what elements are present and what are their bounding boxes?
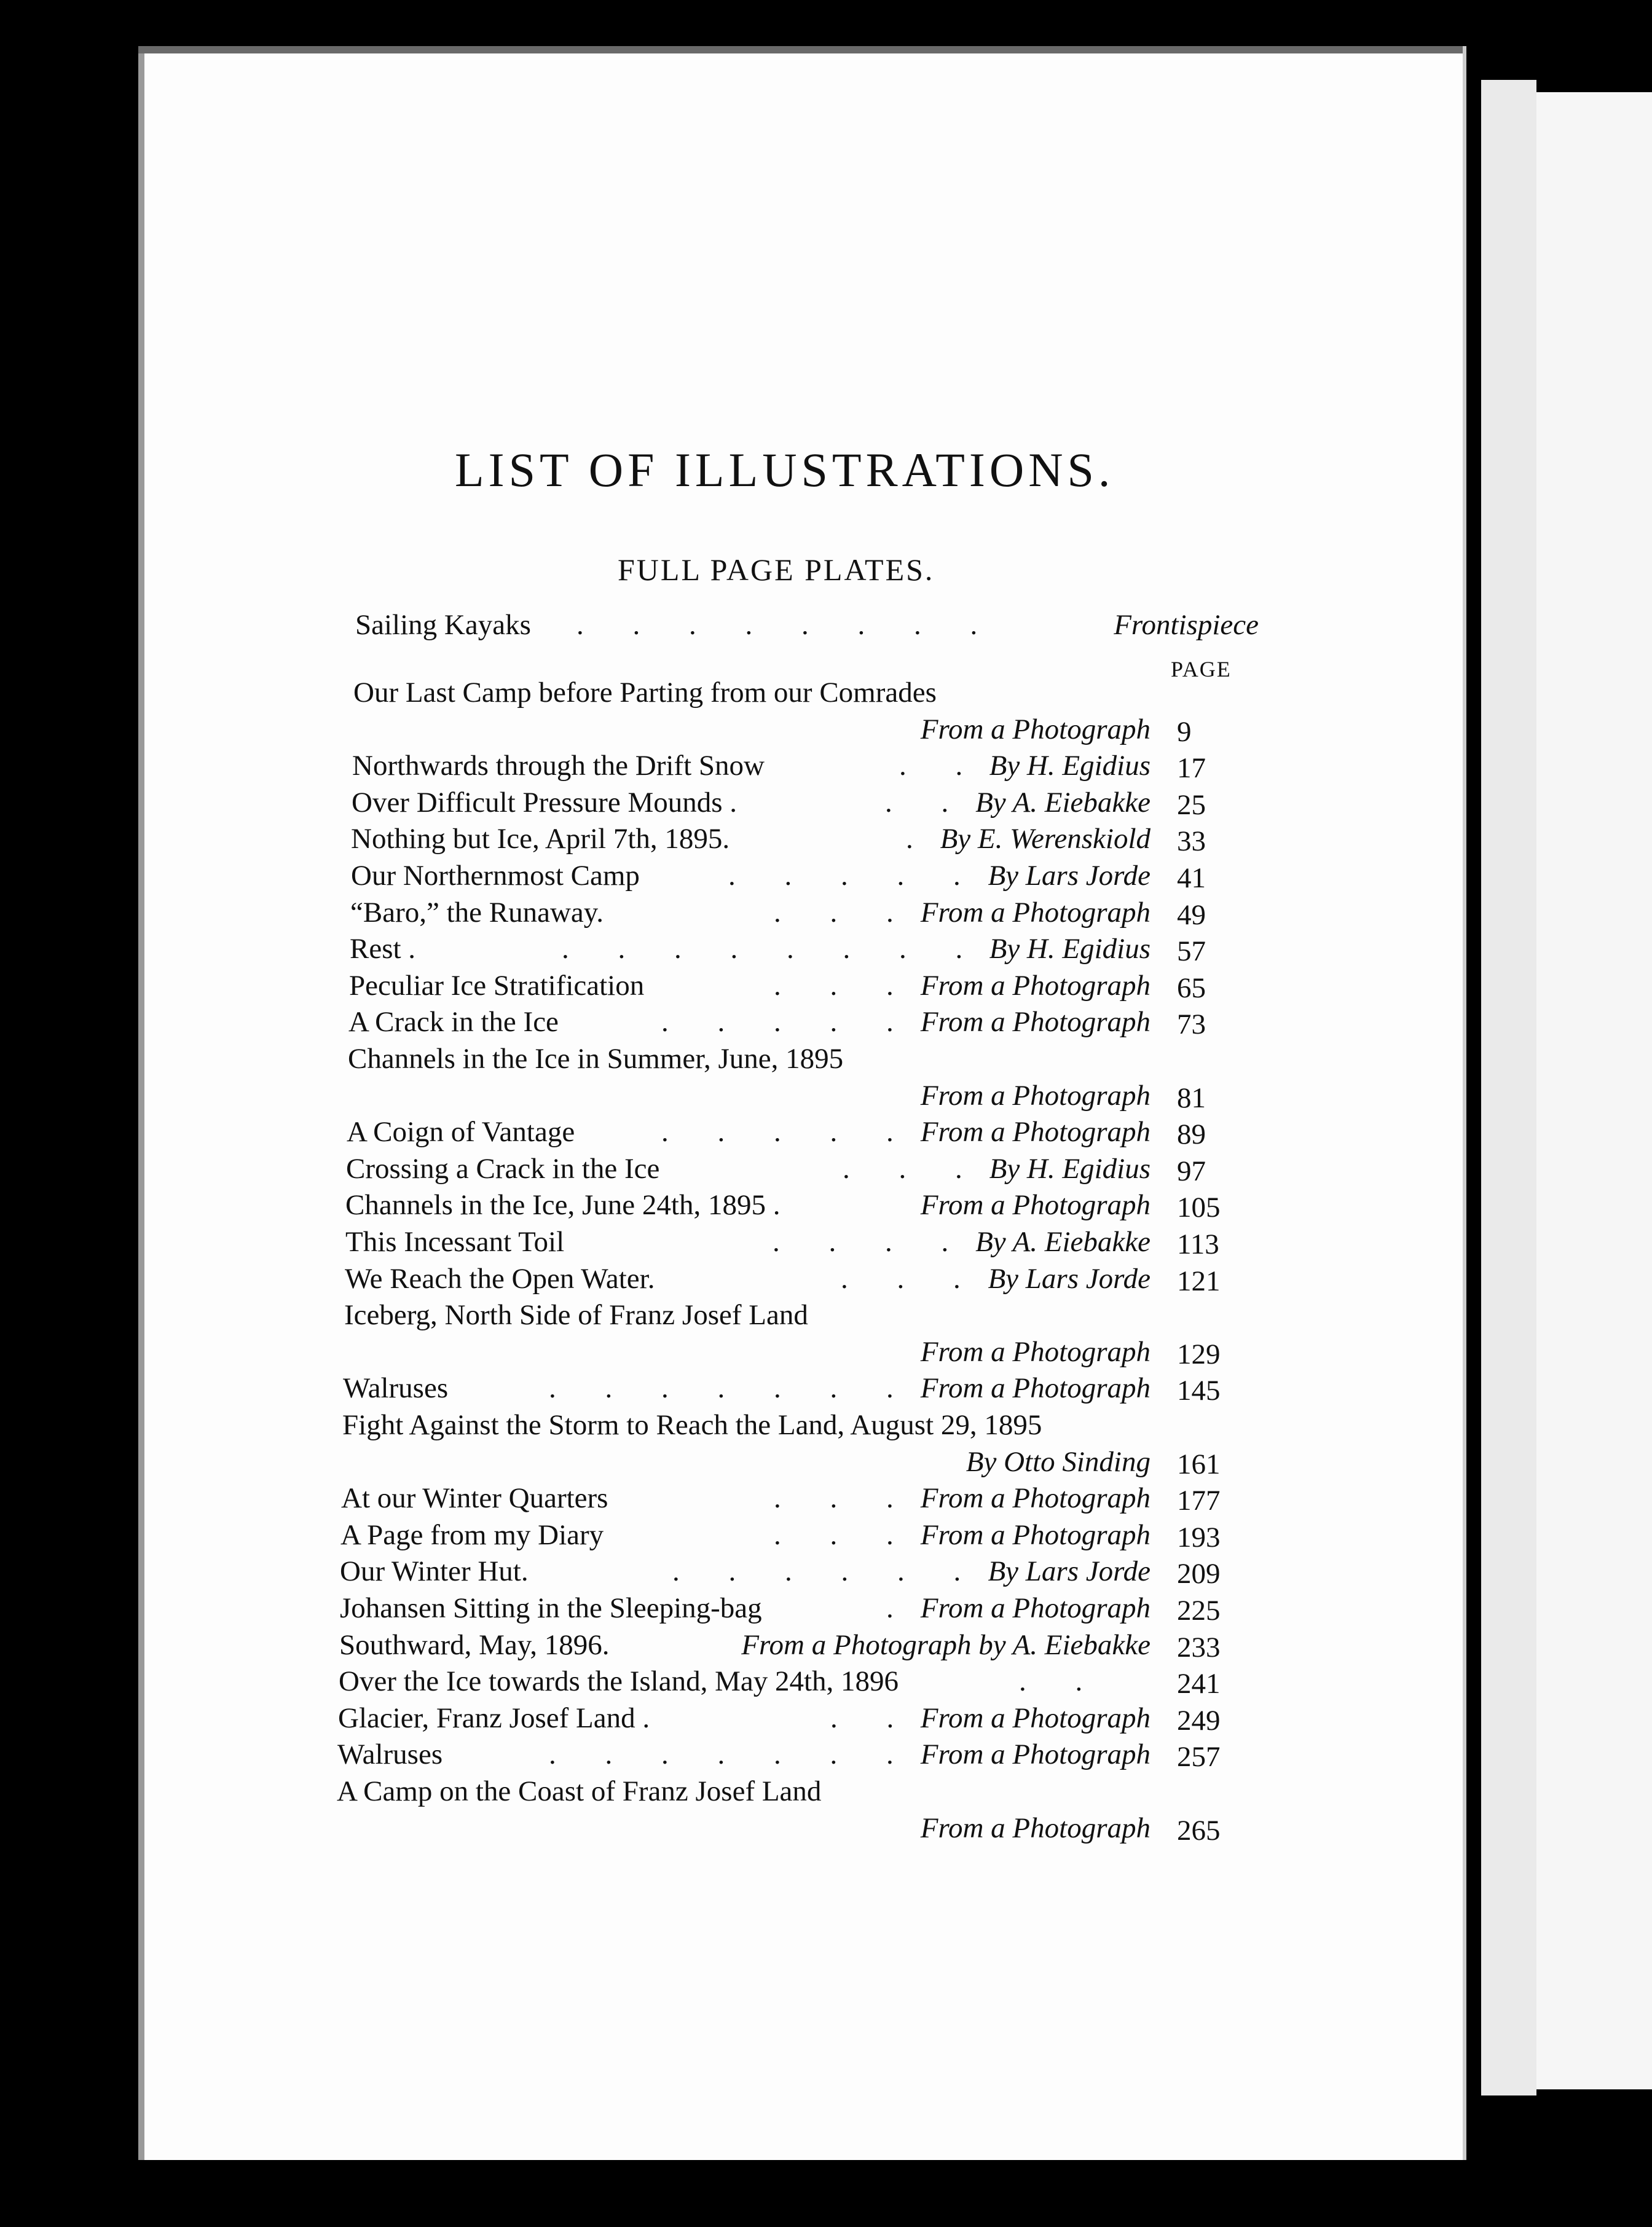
entry-title: Iceberg, North Side of Franz Josef Land — [344, 1299, 808, 1331]
page-number: 57 — [1177, 935, 1206, 967]
entry-title: Over the Ice towards the Island, May 24th, 1896 — [339, 1665, 899, 1697]
entry-source: From a Photograph — [920, 1519, 1150, 1551]
entry-source: From a Photograph — [920, 970, 1150, 1002]
entry-source: By Lars Jorde — [988, 1555, 1150, 1587]
leader-dots: . . . — [774, 1482, 914, 1514]
entry-source: From a Photograph — [920, 1372, 1150, 1404]
leader-dots: . . . . . . . — [549, 1372, 914, 1404]
page-number: 81 — [1177, 1082, 1206, 1114]
entry-source: By H. Egidius — [989, 750, 1150, 782]
entry-title: Northwards through the Drift Snow — [352, 750, 765, 782]
entry-source: By H. Egidius — [989, 1153, 1150, 1185]
leader-dots: . . — [1019, 1665, 1104, 1697]
page-number: 193 — [1177, 1522, 1221, 1553]
page-number: 89 — [1177, 1118, 1206, 1150]
page-number: 73 — [1177, 1008, 1206, 1040]
list-item — [342, 1444, 1232, 1480]
entry-title: A Coign of Vantage — [347, 1116, 575, 1148]
entry-title: At our Winter Quarters — [341, 1482, 608, 1514]
page-number: 225 — [1177, 1595, 1221, 1627]
page-title: LIST OF ILLUSTRATIONS. — [455, 443, 1115, 497]
list-item — [346, 1151, 1232, 1187]
entry-title: Fight Against the Storm to Reach the Land, August 29, 1895 — [342, 1409, 1042, 1441]
leader-dots: . . . — [774, 1519, 914, 1551]
leader-dots: . . . . . — [661, 1006, 914, 1038]
entry-source: From a Photograph — [920, 1592, 1150, 1624]
page-number: 25 — [1177, 789, 1206, 821]
entry-title: Crossing a Crack in the Ice — [346, 1153, 660, 1185]
list-item — [337, 1773, 1232, 1809]
entry-source: From a Photograph — [920, 713, 1150, 745]
list-item — [341, 1480, 1232, 1516]
list-item — [345, 1187, 1232, 1223]
leader-dots: . . . . . — [728, 860, 981, 892]
entry-source: From a Photograph — [920, 1006, 1150, 1038]
page-number: 209 — [1177, 1558, 1221, 1590]
entry-source: From a Photograph — [920, 1116, 1150, 1148]
entry-title: Sailing Kayaks — [355, 609, 531, 641]
list-item — [347, 1078, 1232, 1114]
entry-title: We Reach the Open Water. — [345, 1263, 655, 1295]
entry-title: Nothing but Ice, April 7th, 1895. — [351, 823, 730, 855]
list-item — [351, 821, 1232, 857]
entry-title: A Camp on the Coast of Franz Josef Land — [337, 1775, 822, 1807]
list-item — [340, 1517, 1232, 1553]
entry-title: Southward, May, 1896. — [339, 1629, 610, 1661]
entry-title: Channels in the Ice in Summer, June, 1895 — [348, 1043, 844, 1075]
page-number: 241 — [1177, 1668, 1221, 1700]
leader-dots: . . — [899, 750, 984, 782]
entry-source: From a Photograph — [920, 1702, 1150, 1734]
entry-source: From a Photograph — [920, 1812, 1150, 1844]
entry-source: From a Photograph — [920, 1336, 1150, 1368]
list-item — [348, 1004, 1232, 1040]
entry-source: From a Photograph by A. Eiebakke — [741, 1629, 1150, 1661]
page-number: 33 — [1177, 825, 1206, 857]
page-number: 105 — [1177, 1192, 1221, 1223]
leader-dots: . — [886, 1592, 914, 1624]
list-item — [349, 968, 1232, 1004]
list-item — [340, 1590, 1232, 1626]
page-number: 97 — [1177, 1155, 1206, 1187]
page-number: 49 — [1177, 899, 1206, 931]
entry-title: Our Last Camp before Parting from our Comrades — [353, 677, 937, 709]
page-number: 161 — [1177, 1448, 1221, 1480]
entry-title: Over Difficult Pressure Mounds . — [352, 787, 738, 819]
leader-dots: . . . . . — [661, 1116, 914, 1148]
entry-title: This Incessant Toil — [345, 1226, 565, 1258]
page-number: 129 — [1177, 1338, 1221, 1370]
entry-title: Walruses — [343, 1372, 449, 1404]
leader-dots: . . . . . . . — [549, 1738, 914, 1770]
list-item — [336, 1810, 1232, 1846]
entry-title: A Page from my Diary — [340, 1519, 604, 1551]
entry-source: From a Photograph — [920, 1482, 1150, 1514]
list-item — [345, 1261, 1232, 1297]
leader-dots: . . . — [841, 1263, 981, 1295]
entry-source: From a Photograph — [920, 1080, 1150, 1112]
leader-dots: . . . . . . — [672, 1555, 982, 1587]
page-number: 17 — [1177, 752, 1206, 784]
list-item — [337, 1737, 1232, 1772]
entry-title: Glacier, Franz Josef Land . — [338, 1702, 650, 1734]
page-number: 249 — [1177, 1705, 1221, 1737]
entry-source: From a Photograph — [920, 1189, 1150, 1221]
leader-dots: . . . . — [773, 1226, 970, 1258]
entry-source: By A. Eiebakke — [975, 1226, 1150, 1258]
page-number: 9 — [1177, 716, 1192, 748]
entry-source: By H. Egidius — [989, 933, 1150, 965]
page-column-label: PAGE — [1171, 657, 1232, 681]
entry-source: Frontispiece — [1114, 609, 1259, 641]
entry-title: Our Winter Hut. — [340, 1555, 529, 1587]
list-item — [353, 712, 1232, 747]
page-number: 121 — [1177, 1265, 1221, 1297]
entry-title: Peculiar Ice Stratification — [349, 970, 645, 1002]
section-heading: FULL PAGE PLATES. — [618, 552, 935, 587]
entry-source: By Otto Sinding — [966, 1446, 1150, 1478]
list-item — [350, 895, 1232, 930]
page-number: 257 — [1177, 1741, 1221, 1773]
page-number: 145 — [1177, 1375, 1221, 1407]
leader-dots: . . . — [843, 1153, 983, 1185]
entry-title: Walruses — [337, 1738, 443, 1770]
list-item — [352, 785, 1232, 820]
leader-dots: . . — [830, 1702, 915, 1734]
entry-source: By E. Werenskiold — [940, 823, 1150, 855]
list-item — [339, 1627, 1232, 1663]
page-number: 233 — [1177, 1632, 1221, 1663]
list-item — [343, 1370, 1232, 1406]
list-item — [351, 858, 1232, 894]
list-item — [344, 1297, 1232, 1333]
entry-source: By Lars Jorde — [988, 1263, 1150, 1295]
entry-title: Our Northernmost Camp — [351, 860, 640, 892]
list-item — [350, 931, 1232, 967]
list-item — [340, 1553, 1232, 1589]
leader-dots: . . — [885, 787, 970, 819]
leader-dots: . . . — [774, 897, 914, 929]
list-item — [348, 1041, 1232, 1077]
entry-title: A Crack in the Ice — [348, 1006, 559, 1038]
list-item — [339, 1663, 1232, 1699]
entry-source: From a Photograph — [920, 897, 1150, 929]
list-item — [353, 675, 1232, 710]
page-number: 41 — [1177, 862, 1206, 894]
entry-source: By Lars Jorde — [988, 860, 1150, 892]
entry-title: Johansen Sitting in the Sleeping-bag — [340, 1592, 762, 1624]
leader-dots: . . . . . . . . — [562, 933, 984, 965]
entry-source: From a Photograph — [920, 1738, 1150, 1770]
leader-dots: . — [906, 823, 934, 855]
page-number: 65 — [1177, 972, 1206, 1004]
entry-title: Channels in the Ice, June 24th, 1895 . — [345, 1189, 781, 1221]
list-item — [347, 1114, 1232, 1150]
entry-source: By A. Eiebakke — [975, 787, 1150, 819]
list-item — [345, 1224, 1232, 1260]
page-number: 177 — [1177, 1485, 1221, 1517]
page-number: 265 — [1177, 1815, 1221, 1847]
list-item — [338, 1700, 1232, 1736]
list-item — [344, 1334, 1232, 1370]
list-item — [342, 1407, 1232, 1443]
page-number: 113 — [1177, 1228, 1219, 1260]
entry-title: “Baro,” the Runaway. — [350, 897, 604, 929]
leader-dots: . . . — [774, 970, 914, 1002]
leader-dots: . . . . . . . . — [576, 609, 999, 641]
list-item — [352, 748, 1232, 784]
entry-title: Rest . — [350, 933, 416, 965]
